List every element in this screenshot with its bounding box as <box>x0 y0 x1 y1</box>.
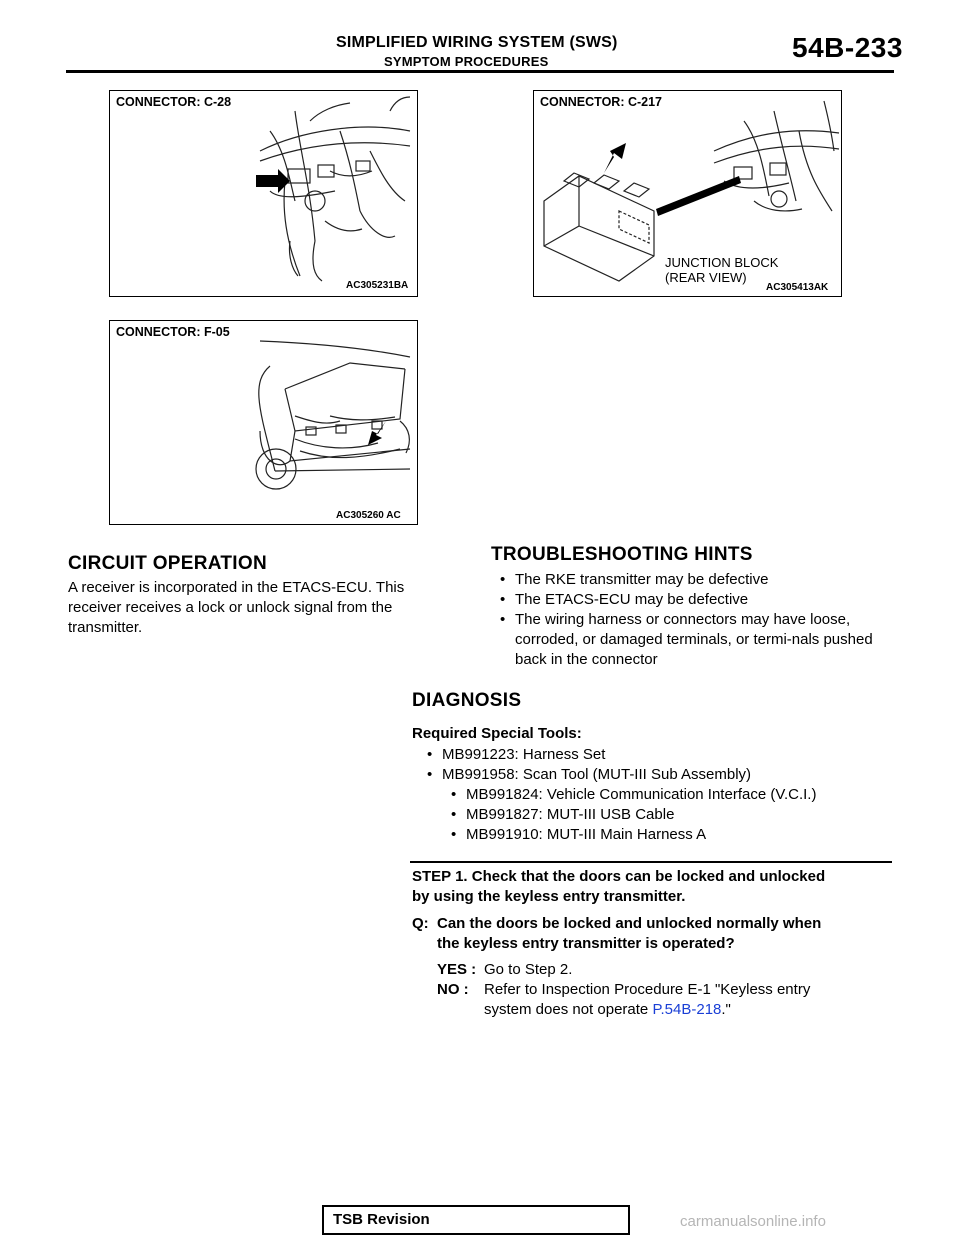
list-item: • MB991827: MUT-III USB Cable <box>442 805 892 825</box>
yes-text: Go to Step 2. <box>484 961 573 978</box>
step1-title: STEP 1. Check that the doors can be locked and unlocked by using the keyless entry transmitter. <box>412 868 826 905</box>
figure-label: CONNECTOR: C-217 <box>540 95 663 109</box>
question-label: Q: <box>412 915 429 932</box>
step-divider <box>410 861 892 863</box>
figure-connector-f05 <box>109 320 418 525</box>
dashboard-harness-illustration <box>110 91 417 296</box>
figure-label: CONNECTOR: F-05 <box>116 325 230 339</box>
list-item: • The RKE transmitter may be defective <box>491 570 891 590</box>
locator-arrow <box>368 421 386 445</box>
question-text: Can the doors be locked and unlocked normally when the keyless entry transmitter is operated? <box>437 915 822 952</box>
figure-label: CONNECTOR: C-28 <box>116 95 232 109</box>
circuit-operation-heading: CIRCUIT OPERATION <box>68 553 267 574</box>
figure-code: AC305231BA <box>346 280 409 291</box>
header-rule <box>66 70 894 73</box>
troubleshooting-heading: TROUBLESHOOTING HINTS <box>491 544 753 565</box>
list-item: • MB991910: MUT-III Main Harness A <box>442 825 892 845</box>
page-number: 54B-233 <box>792 32 903 63</box>
tools-heading: Required Special Tools: <box>412 725 582 742</box>
circuit-operation-text: A receiver is incorporated in the ETACS-ECU. This receiver receives a lock or unlock signal from the transmitter. <box>68 579 405 636</box>
yes-label: YES : <box>437 961 477 978</box>
subtools-list <box>442 785 892 845</box>
figure-caption: JUNCTION BLOCK (REAR VIEW) <box>665 255 779 285</box>
diagnosis-heading: DIAGNOSIS <box>412 690 522 711</box>
procedure-link[interactable]: P.54B-218 <box>652 1001 722 1018</box>
list-item: • The ETACS-ECU may be defective <box>491 590 891 610</box>
locator-arrow <box>604 143 626 173</box>
tools-list <box>418 745 888 785</box>
figure-code: AC305413AK <box>766 282 829 293</box>
list-item: • MB991824: Vehicle Communication Interface (V.C.I.) <box>442 785 892 805</box>
figure-connector-c28 <box>109 90 418 297</box>
no-label: NO : <box>437 981 469 998</box>
tsb-revision-box <box>322 1205 630 1235</box>
leader-pointer <box>656 176 741 216</box>
tsb-revision-label: TSB Revision <box>333 1211 430 1228</box>
header-subtitle: SYMPTOM PROCEDURES <box>384 54 549 69</box>
list-item: • MB991223: Harness Set <box>418 745 888 765</box>
figure-connector-c217 <box>533 90 842 297</box>
no-text: Refer to Inspection Procedure E-1 "Keyless entry system does not operate P.54B-218." <box>484 981 811 1018</box>
vehicle-rear-illustration <box>110 321 417 524</box>
list-item: • The wiring harness or connectors may have loose, corroded, or damaged terminals, or termi-nals pushed back in the connector <box>491 610 891 670</box>
watermark: carmanualsonline.info <box>680 1213 826 1230</box>
list-item: • MB991958: Scan Tool (MUT-III Sub Assembly) <box>418 765 888 785</box>
troubleshooting-list <box>491 570 891 670</box>
figure-code: AC305260 AC <box>336 510 401 521</box>
header-title: SIMPLIFIED WIRING SYSTEM (SWS) <box>336 34 618 51</box>
